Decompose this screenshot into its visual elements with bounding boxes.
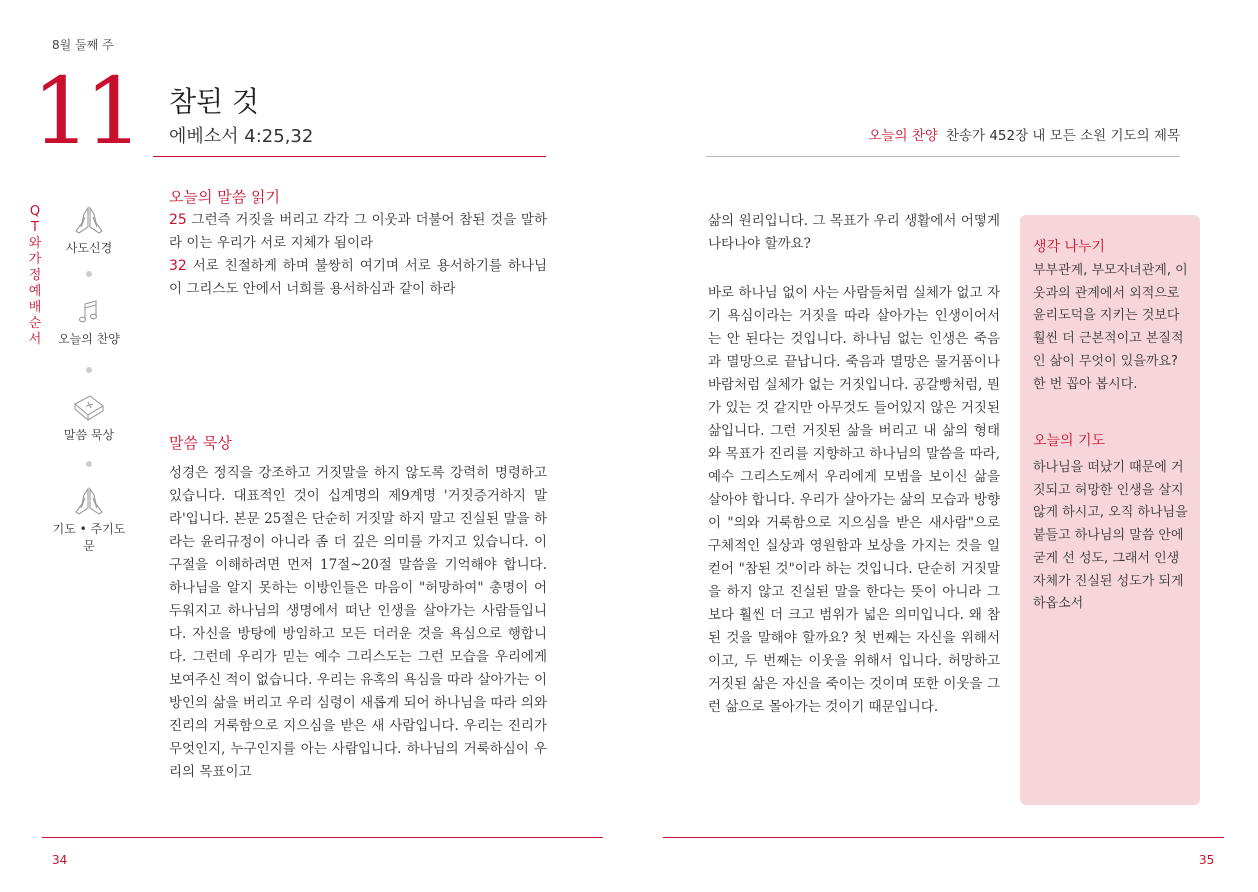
reading-heading: 오늘의 말씀 읽기 (169, 188, 280, 206)
sidebar-item-prayer (49, 486, 129, 554)
sidebar-separator-dot (86, 367, 92, 373)
verse-number: 32 (169, 258, 187, 274)
sharing-heading: 생각 나누기 (1033, 239, 1106, 255)
hymn-label: 오늘의 찬양 (868, 128, 938, 144)
sidebar-vertical-label: QT와 가정예배 순서 (28, 204, 42, 347)
reading-verses (169, 209, 547, 301)
meditation-paragraph: 바로 하나님 없이 사는 사람들처럼 실체가 없고 자기 욕심이라는 거짓을 따라 살아가는 인생이어서는 안 된다는 것입니다. 하나님 없는 인생은 죽음과 멸망으로 끝납니다. 죽음과 멸망은 물거품이나 바람처럼 실체가 없는 거짓입니다. 공갈빵처럼, 뭔가 있는 것 같지만 아무것도 들어있지 않은 거짓된 삶입니다. 그런 거짓된 삶을 버리고 내 삶의 형태와 목표가 진리를 지향하고 하나님의 말씀을 따라, 예수 그리스도께서 우리에게 모범을 보이신 삶을 살아야 합니다. 우리가 살아가는 삶의 모습과 방향이 "의와 거룩함으로 지으심을 받은 새사람"으로 구체적인 실상과 영원함과 보상을 가지는 것을 일컫어 "참된 것"이라 하는 것입니다. 단순히 거짓말을 하지 않고 진실된 말을 한다는 뜻이 아니라 그보다 훨씬 더 크고 범위가 넓은 의미입니다. 왜 참된 것을 말해야 할까요? 첫 번째는 자신을 위해서이고, 두 번째는 이웃을 위해서 입니다. 허망하고 거짓된 삶은 자신을 죽이는 것이며 또한 이웃을 그런 삶으로 몰아가는 것이기 때문입니다. (708, 285, 1000, 715)
sidebar-separator-dot (86, 271, 92, 277)
sidebar-separator-dot (86, 461, 92, 467)
sidebar-item-label: 사도신경 (65, 241, 113, 255)
sidebar-item-creed (49, 205, 129, 256)
week-label: 8월 둘째 주 (52, 38, 114, 52)
footer-rule-left (42, 837, 603, 838)
verse-text: 그런즉 거짓을 버리고 각각 그 이웃과 더불어 참된 것을 말하라 이는 우리가 서로 지체가 됨이라 (169, 212, 547, 251)
verse-number: 25 (169, 212, 187, 228)
sharing-text: 부부관계, 부모자녀관계, 이웃과의 관계에서 외적으로 윤리도덕을 지키는 것보다 훨씬 더 근본적이고 본질적인 삶이 무엇이 있을까요? 한 번 꼽아 봅시다. (1033, 263, 1188, 392)
footer-rule-right (663, 837, 1224, 838)
sidebar-item-label: 기도 • 주기도문 (52, 522, 126, 553)
prayer-text: 하나님을 떠났기 때문에 거짓되고 허망한 인생을 살지 않게 하시고, 오직 하나님을 붙들고 하나님의 말씀 안에 굳게 선 성도, 그래서 인생 자체가 진실된 성도가 되게 하옵소서 (1033, 460, 1188, 612)
hymn-title: 찬송가 452장 내 모든 소원 기도의 제목 (945, 128, 1180, 144)
meditation-text-left: 성경은 정직을 강조하고 거짓말을 하지 않도록 강력히 명령하고 있습니다. 대표적인 것이 십계명의 제9계명 '거짓증거하지 말라'입니다. 본문 25절은 단순히 거짓말 하지 말고 진실된 말을 하라는 윤리규정이 아니라 좀 더 깊은 의미를 가지고 있습니다. 이 구절을 이해하려면 먼저 17절~20절 말씀을 기억해야 합니다. 하나님을 알지 못하는 이방인들은 마음이 "허망하여" 총명이 어두워지고 하나님의 생명에서 떠난 인생을 살아가는 사람들입니다. 자신을 방탕에 방임하고 모든 더러운 것을 욕심으로 행합니다. 그런데 우리가 믿는 예수 그리스도는 그런 모습을 우리에게 보여주신 적이 없습니다. 우리는 유혹의 욕심을 따라 살아가는 이방인의 삶을 버리고 우리 심령이 새롭게 되어 하나님을 따라 의와 진리의 거룩함으로 지으심을 받은 새 사람입니다. 우리는 진리가 무엇인지, 누구인지를 아는 사람입니다. 하나님의 거룩하심이 우리의 목표이고 (169, 465, 547, 780)
sidebar-item-label: 말씀 묵상 (63, 428, 115, 442)
day-number: 11 (32, 58, 138, 165)
verse-32 (169, 255, 547, 301)
bible-icon (72, 392, 106, 422)
meditation-text-right (708, 210, 1000, 719)
title-divider (153, 156, 546, 157)
verse-25 (169, 209, 547, 255)
music-note-icon (72, 298, 106, 326)
meditation-heading: 말씀 묵상 (169, 434, 232, 452)
praying-hands-icon (72, 486, 106, 516)
sidebar-item-meditation (49, 392, 129, 443)
sidebar-item-label: 오늘의 찬양 (58, 332, 120, 346)
meditation-paragraph: 삶의 원리입니다. 그 목표가 우리 생활에서 어떻게 나타나야 할까요? (708, 213, 1000, 252)
hymn-divider (706, 156, 1180, 157)
todays-hymn (868, 124, 1180, 144)
sidebar-item-hymn (49, 298, 129, 347)
page-number-right: 35 (1199, 853, 1215, 867)
prayer-heading: 오늘의 기도 (1033, 433, 1106, 449)
page-title: 참된 것 (169, 85, 260, 118)
praying-hands-icon (72, 205, 106, 235)
verse-text: 서로 친절하게 하며 불쌍히 여기며 서로 용서하기를 하나님이 그리스도 안에서 너희를 용서하심과 같이 하라 (169, 258, 547, 297)
page-number-left: 34 (52, 853, 68, 867)
scripture-reference: 에베소서 4:25,32 (169, 126, 314, 147)
